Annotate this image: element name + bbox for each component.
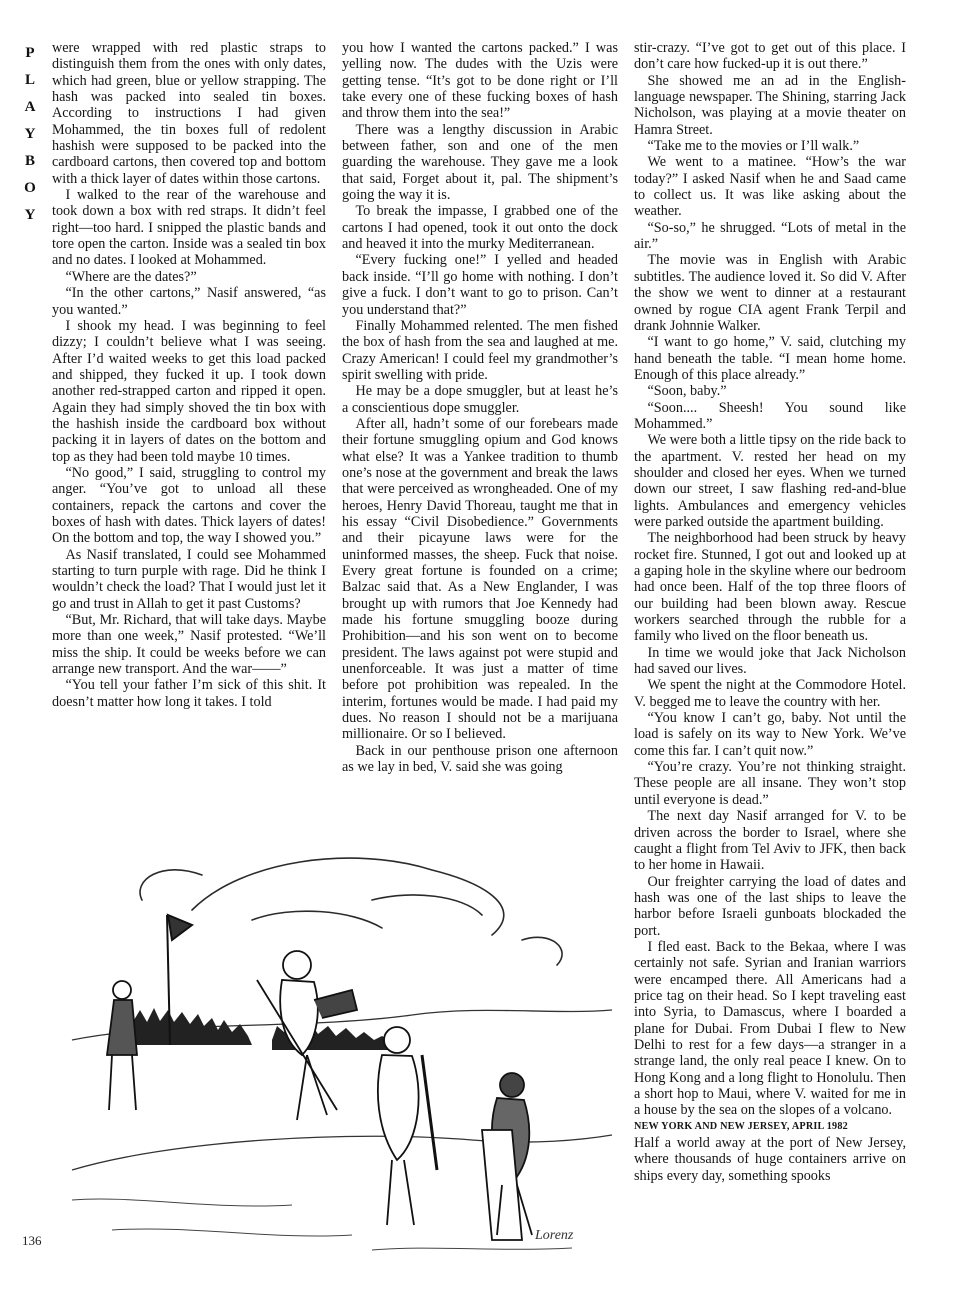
paragraph: “You tell your father I’m sick of this shit. It doesn’t matter how long it takes. I told: [52, 677, 326, 710]
paragraph: “You know I can’t go, baby. Not until the load is safely on its way to New York. We’ve come this far. I can’t quit now.”: [634, 710, 906, 759]
paragraph: “Every fucking one!” I yelled and headed back inside. “I’ll go home with nothing. I don’t give a fuck. I don’t want to go to prison. Can’t you understand that?”: [342, 252, 618, 318]
paragraph: were wrapped with red plastic straps to distinguish them from the ones with only dates, which had green, blue or yellow strapping. The hash was packed into sealed tin boxes. According to instructions I had given Mohammed, the tin boxes full of redolent hashish were supposed to be packed into the cardboard cartons, then covered top and bottom with a thick layer of dates within those cartons.: [52, 40, 326, 187]
paragraph: The movie was in English with Arabic subtitles. The audience loved it. So did V. After the show we went to dinner at a restaurant owned by rogue CIA agent Frank Terpil and drank Johnnie Walker.: [634, 252, 906, 334]
running-head-letter: A: [24, 99, 36, 115]
page-number: 136: [22, 1233, 42, 1248]
paragraph: We were both a little tipsy on the ride back to the apartment. V. rested her head on my shoulder and closed her eyes. When we turned down our street, I saw flashing red-and-blue lights. Ambulances and emergency vehicles were parked outside the apartment building.: [634, 432, 906, 530]
paragraph: “No good,” I said, struggling to control my anger. “You’ve got to unload all these containers, repack the cartons and cover the boxes of hash with dates. Thick layers of dates! On the bottom and top, the way I showed you.”: [52, 464, 326, 547]
paragraph: “In the other cartons,” Nasif answered, “as you wanted.”: [52, 285, 326, 318]
column-3-body: [634, 40, 906, 1119]
paragraph: you how I wanted the cartons packed.” I was yelling now. The dudes with the Uzis were getting tense. “It’s got to be done right or I’ll take every one of these fucking boxes of hash and throw them into the sea!”: [342, 40, 618, 122]
paragraph: Our freighter carrying the load of dates and hash was one of the last ships to leave the harbor before Israeli gunboats blockaded the port.: [634, 873, 906, 939]
spectator-figure: [107, 981, 137, 1110]
paragraph: “But, Mr. Richard, that will take days. Maybe more than one week,” Nasif protested. “We’ll miss the ship. It could be weeks before we can arrange new transport. And the war——”: [52, 612, 326, 678]
paragraph: She showed me an ad in the English-language newspaper. The Shining, starring Jack Nicholson, was playing at a movie theater on Hamra Street.: [634, 72, 906, 138]
text-column-2: [342, 40, 618, 775]
paragraph: In time we would joke that Jack Nicholson had saved our lives.: [634, 644, 906, 678]
paragraph: “Soon.... Sheesh! You sound like Mohammed.”: [634, 399, 906, 432]
paragraph: There was a lengthy discussion in Arabic between father, son and one of the men guarding the warehouse. They gave me a look that said, Forget about it, pal. The shipment’s going the way it is.: [342, 121, 618, 204]
paragraph: As Nasif translated, I could see Mohammed starting to turn purple with rage. Did he think I wouldn’t check the load? That I would just let it go and trust in Allah to get it past Customs?: [52, 546, 326, 612]
running-head: [22, 40, 38, 229]
paragraph: Finally Mohammed relented. The men fished the box of hash from the sea and laughed at me. Crazy American! I could feel my grandmother’s spirit swelling with pride.: [342, 317, 618, 383]
caddie-with-bag: [482, 1073, 532, 1240]
column-3-continuation: [634, 1135, 906, 1184]
crowd-silhouettes: [112, 1008, 392, 1050]
paragraph: “Take me to the movies or I’ll walk.”: [647, 138, 860, 155]
paragraph: stir-crazy. “I’ve got to get out of this place. I don’t care how fucked-up it is out there.”: [634, 40, 906, 73]
paragraph: To break the impasse, I grabbed one of the cartons I had opened, took it out onto the dock and heaved it into the murky Mediterranean.: [342, 203, 618, 253]
text-column-3: [634, 40, 906, 1184]
paragraph: I fled east. Back to the Bekaa, where I was certainly not safe. Syrian and Iranian warriors were encamped there. All Americans had a price tag on their head. So I kept traveling east into Syria, to Damascus, where I boarded a plane for Dubai. From Dubai I flew to New Delhi to rest for a few days—a stranger in a strange land, the only real peace I knew. On to Hong Kong and a long flight to Honolulu. Then a short hop to Maui, where V. waited for me in a house by the sea on the slopes of a volcano.: [634, 938, 906, 1119]
paragraph: We went to a matinee. “How’s the war today?” I asked Nasif when he and Saad came to collect us. It was like asking about the weather.: [634, 154, 906, 220]
paragraph: I shook my head. I was beginning to feel dizzy; I couldn’t believe what I was seeing. After I’d waited weeks to get this load packed and shipped, they fucked it up. I took down another red-strapped carton and ripped it open. Again they had simply shoved the tin box with the hashish inside the cardboard box without packing it in layers of dates on the bottom and top as they had been told maybe 10 times.: [52, 317, 326, 465]
paragraph: I walked to the rear of the warehouse and took down a box with red straps. It didn’t feel right—too hard. I snipped the plastic bands and tore open the carton. Inside was a sealed tin box and no dates. I looked at Mohammed.: [52, 187, 326, 269]
sky-clouds: [140, 858, 562, 965]
running-head-letter: O: [24, 180, 36, 196]
paragraph: “So-so,” he shrugged. “Lots of metal in the air.”: [634, 219, 906, 253]
paragraph: The neighborhood had been struck by heavy rocket fire. Stunned, I got out and looked up at a gaping hole in the skyline where our bedroom had once been. Half of the top three floors of our building had been blown away. Rescue workers searched through the rubble for a family who lived on the floor beneath us.: [634, 530, 906, 645]
running-head-letter: B: [24, 153, 35, 169]
paragraph: “Soon, baby.”: [647, 383, 727, 400]
section-heading: NEW YORK AND NEW JERSEY, APRIL 1982: [634, 1120, 848, 1132]
paragraph: “You’re crazy. You’re not thinking straight. These people are all insane. They won’t stop until everyone is dead.”: [634, 759, 906, 808]
paragraph: “Where are the dates?”: [65, 268, 197, 285]
paragraph: The next day Nasif arranged for V. to be driven across the border to Israel, where she caught a flight from Tel Aviv to JFK, then back to her home in Hawaii.: [634, 808, 906, 874]
golf-cartoon-illustration: [52, 840, 617, 1260]
paragraph: We spent the night at the Commodore Hotel. V. begged me to leave the country with her.: [634, 677, 906, 710]
paragraph: He may be a dope smuggler, but at least he’s a conscientious dope smuggler.: [342, 383, 618, 416]
running-head-letter: Y: [24, 207, 36, 223]
paragraph: Back in our penthouse prison one afternoon as we lay in bed, V. said she was going: [342, 742, 618, 776]
paragraph: Half a world away at the port of New Jersey, where thousands of huge containers arrive on ships every day, something spooks: [634, 1135, 906, 1184]
running-head-letter: P: [25, 45, 35, 61]
guard-with-rifle: [378, 1027, 437, 1225]
illustration-signature: Lorenz: [535, 1228, 574, 1243]
running-head-letter: L: [24, 72, 35, 88]
paragraph: After all, hadn’t some of our forebears made their fortune smuggling opium and God knows what else? It was a Yankee tradition to thumb one’s nose at the government and break the laws that were perceived as wrongheaded. One of my heroes, Henry David Thoreau, taught me that in his essay “Civil Disobedience.” Governments and their picayune laws were for the uninformed masses, the sheep. Fuck that noise. Every great fortune is founded on a crime; Balzac said that. As a New Englander, I was brought up with rumors that Joe Kennedy had made his fortune smuggling booze during Prohibition—and his son went on to become president. The laws against pot were stupid and unenforceable. It was just a matter of time before pot prohibition was repealed. In the interim, fortunes would be made. I had paid my dues. No reason I should not be a marijuana millionaire. Or so I believed.: [342, 415, 618, 743]
running-head-letter: Y: [24, 126, 36, 142]
paragraph: “I want to go home,” V. said, clutching my hand beneath the table. “I mean home home. Enough of this place already.”: [634, 334, 906, 383]
text-column-1: [52, 40, 326, 710]
